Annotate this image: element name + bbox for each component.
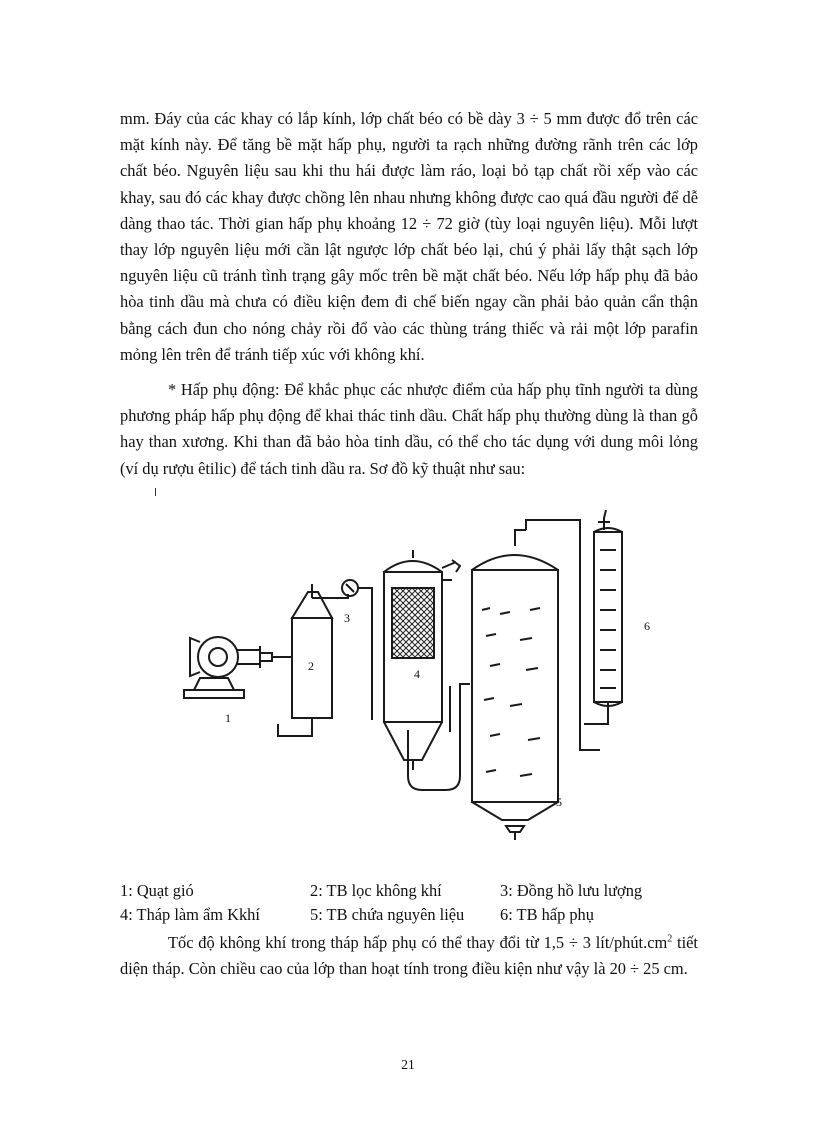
legend-item-2: 2: TB lọc không khí <box>310 881 442 900</box>
superscript: 2 <box>667 933 673 945</box>
legend-item-3: 3: Đồng hồ lưu lượng <box>500 881 643 900</box>
label-5: 5 <box>556 795 562 809</box>
page-number: 21 <box>401 1057 415 1072</box>
air-speed-tail: tiết diện tháp. Còn chiều cao của lớp than hoạt tính trong điều kiện như vậy là 20 ÷ 25 cm. <box>120 933 698 979</box>
legend-item-5: 5: TB chứa nguyên liệu <box>310 905 465 924</box>
humidifier-column <box>384 550 452 770</box>
legend-item-6: 6: TB hấp phụ <box>500 905 594 924</box>
paragraph-air-speed <box>120 930 698 982</box>
stray-mark <box>155 488 156 496</box>
diagram-labels <box>225 611 650 809</box>
process-diagram <box>160 510 680 840</box>
fan-unit <box>184 637 272 698</box>
label-3: 3 <box>344 611 350 625</box>
label-4: 4 <box>414 667 420 681</box>
paragraph-dynamic-adsorption: * Hấp phụ động: Để khắc phục các nhược điểm của hấp phụ tĩnh người ta dùng phương pháp hấp phụ động để khai thác tinh dầu. Chất hấp phụ thường dùng là than gỗ hay than xương. Khi than đã bảo hòa tinh dầu, có thể cho tác dụng với dung môi lỏng (ví dụ rượu êtilic) để tách tinh dầu ra. Sơ đồ kỹ thuật như sau: <box>120 380 698 478</box>
label-6: 6 <box>644 619 650 633</box>
legend-item-1: 1: Quạt gió <box>120 881 194 900</box>
label-1: 1 <box>225 711 231 725</box>
paragraph-enfleurage: mm. Đáy của các khay có lắp kính, lớp chất béo có bề dày 3 ÷ 5 mm được đổ trên các mặt kính này. Để tăng bề mặt hấp phụ, người ta rạch những đường rãnh trên các lớp chất béo. Nguyên liệu sau khi thu hái được làm ráo, loại bỏ tạp chất rồi xếp vào các khay, sau đó các khay được chồng lên nhau nhưng không được cao quá đầu người để dễ dàng thao tác. Thời gian hấp phụ khoảng 12 ÷ 72 giờ (tùy loại nguyên liệu). Mỗi lượt thay lớp nguyên liệu mới cần lật ngược lớp chất béo lại, chú ý phải lấy thật sạch lớp nguyên liệu cũ tránh tình trạng gây mốc trên bề mặt chất béo. Nếu lớp hấp phụ đã bảo hòa tinh dầu mà chưa có điều kiện đem đi chế biến ngay cần phải bảo quản cẩn thận bằng cách đun cho nóng chảy rồi đổ vào các thùng tráng thiếc và rải một lớp parafin mỏng lên trên để tránh tiếp xúc với không khí. <box>120 109 698 364</box>
filter-unit <box>292 584 332 718</box>
raw-material-vessel <box>472 530 558 840</box>
legend-item-4: 4: Tháp làm ẩm Kkhí <box>120 905 260 924</box>
label-2: 2 <box>308 659 314 673</box>
air-speed-text: Tốc độ không khí trong tháp hấp phụ có thể thay đổi từ 1,5 ÷ 3 lít/phút.cm <box>168 933 668 952</box>
adsorber <box>584 510 622 724</box>
flow-meter <box>342 580 358 596</box>
